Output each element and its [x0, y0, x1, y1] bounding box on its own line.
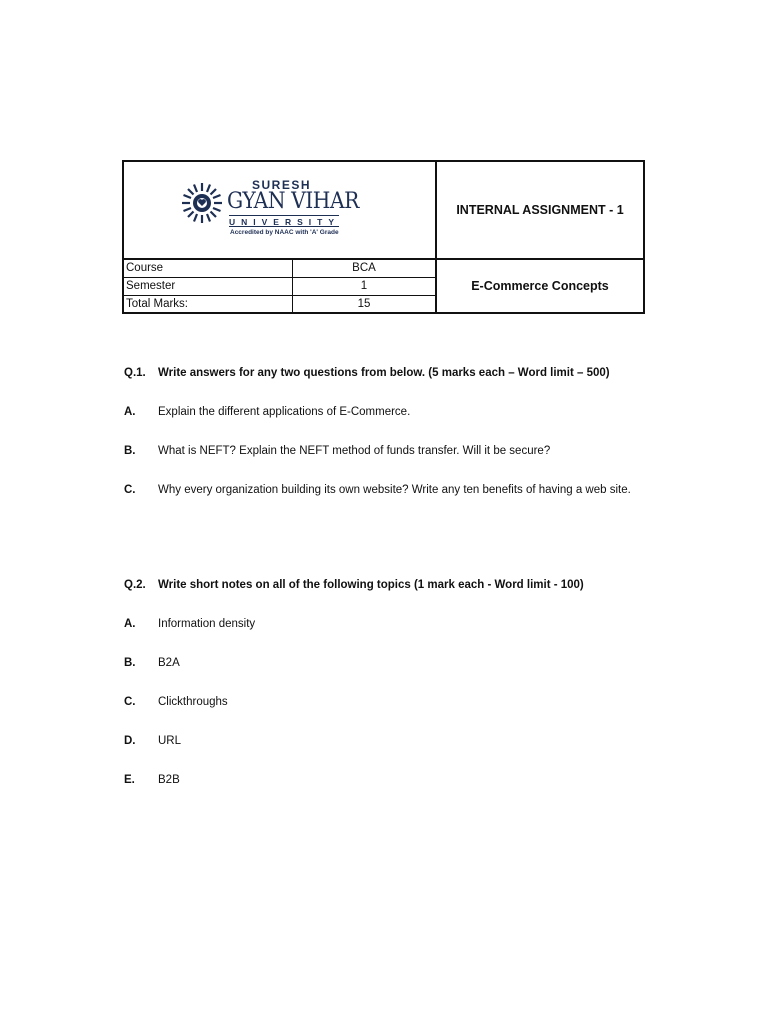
question-2-heading [124, 579, 584, 591]
question-number: Q.1. [124, 367, 146, 379]
assignment-title: INTERNAL ASSIGNMENT - 1 [437, 162, 643, 260]
logo-line-suresh: SURESH [252, 178, 312, 192]
question-1-item-a [124, 406, 410, 418]
item-letter: C. [124, 484, 136, 496]
item-letter: B. [124, 445, 136, 457]
item-letter: D. [124, 735, 136, 747]
item-text: What is NEFT? Explain the NEFT method of funds transfer. Will it be secure? [158, 445, 551, 457]
info-label: Course [124, 260, 293, 277]
info-value: 15 [357, 298, 371, 310]
info-row-course [124, 260, 435, 278]
logo-line-university: UNIVERSITY [229, 217, 341, 227]
item-letter: A. [124, 618, 136, 630]
question-2-item-e [124, 774, 180, 786]
item-text: Explain the different applications of E-Commerce. [158, 406, 411, 418]
question-2-item-a [124, 618, 255, 630]
logo-tagline: Accredited by NAAC with 'A' Grade [230, 229, 339, 236]
question-2-item-c [124, 696, 228, 708]
item-text: Why every organization building its own website? Write any ten benefits of having a web site. [158, 484, 631, 496]
item-letter: C. [124, 696, 136, 708]
info-row-semester [124, 278, 435, 296]
info-label: Semester [124, 278, 293, 295]
university-logo [180, 178, 359, 241]
item-text: URL [158, 735, 182, 747]
info-value: 1 [360, 280, 368, 292]
item-text: Information density [158, 618, 256, 630]
question-number: Q.2. [124, 579, 146, 591]
item-letter: B. [124, 657, 136, 669]
info-value: BCA [352, 262, 376, 274]
question-2-item-b [124, 657, 180, 669]
info-row-total-marks [124, 296, 435, 314]
item-text: B2B [158, 774, 180, 786]
logo-line-gyan-vihar: GYAN VIHAR [227, 189, 359, 214]
item-text: Clickthroughs [158, 696, 228, 708]
question-1-heading [124, 367, 610, 379]
university-emblem-icon [180, 181, 224, 225]
question-text: Write answers for any two questions from below. (5 marks each – Word limit – 500) [158, 367, 610, 379]
assignment-header-table [122, 160, 645, 314]
info-label: Total Marks: [124, 296, 293, 314]
item-letter: A. [124, 406, 136, 418]
course-info-table [124, 260, 437, 312]
question-text: Write short notes on all of the following topics (1 mark each - Word limit - 100) [158, 579, 584, 591]
question-1-item-b [124, 445, 550, 457]
item-text: B2A [158, 657, 180, 669]
question-2-item-d [124, 735, 181, 747]
subject-name: E-Commerce Concepts [471, 279, 609, 293]
question-1-item-c [124, 484, 631, 496]
item-letter: E. [124, 774, 135, 786]
logo-cell [124, 162, 437, 260]
